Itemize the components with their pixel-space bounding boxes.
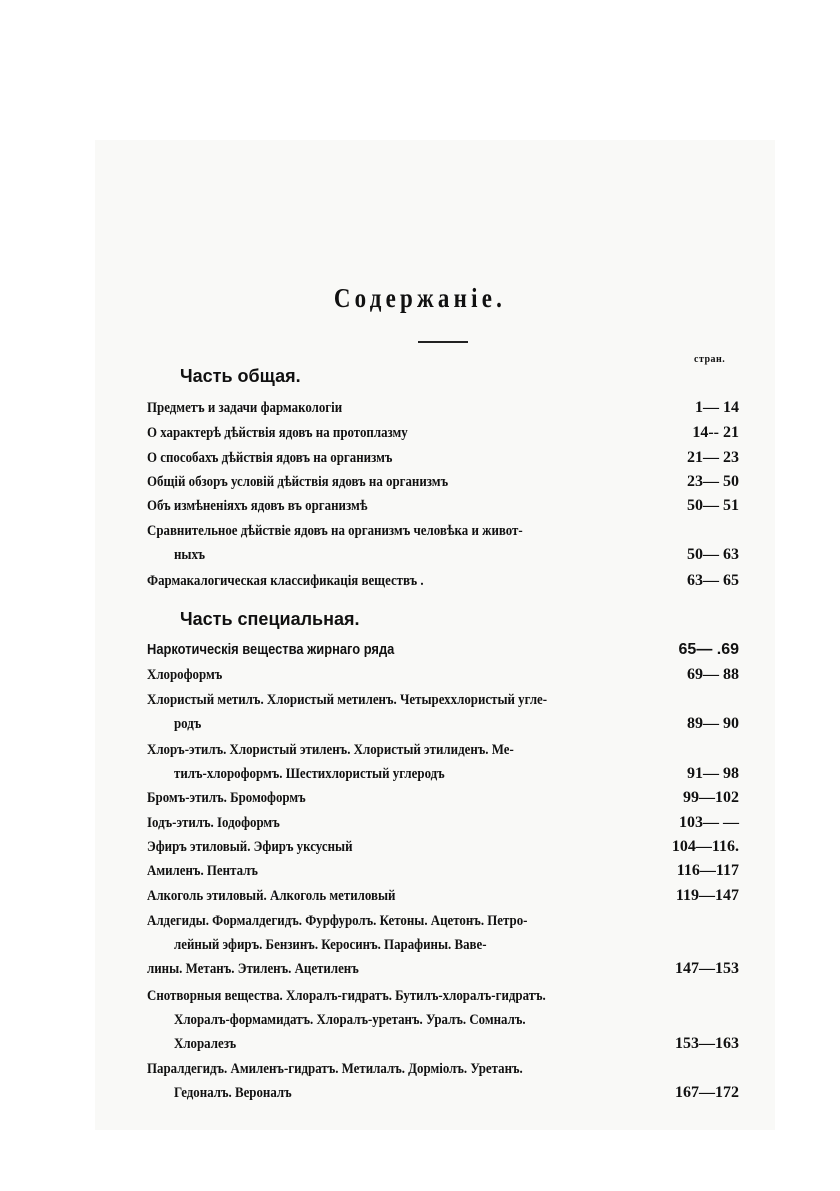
toc-entry[interactable] [147, 984, 743, 1056]
toc-line: Хлоръ-этилъ. Хлористый этиленъ. Хлористый этилиденъ. Ме- [147, 742, 514, 758]
toc-entry[interactable] [147, 494, 743, 518]
toc-line: Эфиръ этиловый. Эфиръ уксусный 104—116. [147, 835, 743, 859]
toc-entry[interactable] [147, 909, 743, 981]
page-range: 50— 51 [687, 497, 739, 514]
toc-line: Хлоралезъ 153—163 [147, 1032, 743, 1056]
toc-line: ныхъ 50— 63 [147, 543, 743, 567]
toc-line: Общій обзоръ условій дѣйствія ядовъ на организмъ 23— 50 [147, 470, 743, 494]
toc-entry[interactable] [147, 638, 743, 662]
page-range: 167—172 [675, 1084, 739, 1101]
page-range: 63— 65 [687, 572, 739, 589]
pages-column-header: стран. [694, 354, 726, 365]
toc-line: лейный эфиръ. Бензинъ. Керосинъ. Парафины. Ваве- [174, 937, 487, 953]
toc-entry[interactable] [147, 835, 743, 859]
toc-entry[interactable] [147, 396, 743, 420]
toc-entry[interactable] [147, 1057, 743, 1105]
toc-entry[interactable] [147, 663, 743, 687]
part-general-heading: Часть общая. [180, 366, 301, 386]
page-range: 50— 63 [687, 546, 739, 563]
toc-entry[interactable] [147, 811, 743, 835]
toc-line: Гедоналъ. Вероналъ 167—172 [147, 1081, 743, 1105]
page-range: 14-- 21 [692, 424, 739, 441]
toc-entry[interactable] [147, 470, 743, 494]
page-range: 103— — [679, 814, 739, 831]
part-special-heading: Часть специальная. [180, 609, 360, 629]
toc-line: тилъ-хлороформъ. Шестихлористый углеродъ 91— 98 [147, 762, 743, 786]
toc-line: Хлористый метилъ. Хлористый метиленъ. Четыреххлористый угле- [147, 692, 548, 708]
toc-entry[interactable] [147, 786, 743, 810]
toc-line: Наркотическія вещества жирнаго ряда 65— .69 [147, 638, 743, 662]
toc-line: Алдегиды. Формалдегидъ. Фурфуролъ. Кетоны. Ацетонъ. Петро- [147, 913, 528, 929]
page-range: 99—102 [683, 789, 739, 806]
title-rule [418, 341, 468, 343]
toc-entry[interactable] [147, 884, 743, 908]
toc-line: Хлороформъ 69— 88 [147, 663, 743, 687]
toc-line: Объ измѣненіяхъ ядовъ въ организмѣ 50— 51 [147, 494, 743, 518]
toc-line: лины. Метанъ. Этиленъ. Ацетиленъ 147—153 [147, 957, 743, 981]
page-range: 1— 14 [695, 399, 739, 416]
toc-line: Бромъ-этилъ. Бромоформъ 99—102 [147, 786, 743, 810]
toc-line: родъ 89— 90 [147, 712, 743, 736]
toc-line: Снотворныя вещества. Хлоралъ-гидратъ. Бутилъ-хлоралъ-гидратъ. [147, 988, 546, 1004]
toc-entry[interactable] [147, 519, 743, 567]
page-range: 153—163 [675, 1035, 739, 1052]
page-range: 91— 98 [687, 765, 739, 782]
toc-entry[interactable] [147, 446, 743, 470]
toc-line: Хлоралъ-формамидатъ. Хлоралъ-уретанъ. Уралъ. Сомналъ. [174, 1012, 526, 1028]
toc-line: О способахъ дѣйствія ядовъ на организмъ 21— 23 [147, 446, 743, 470]
page-title: Содержаніе. [333, 283, 507, 313]
toc-entry[interactable] [147, 859, 743, 883]
toc-entry[interactable] [147, 569, 743, 593]
toc-entry[interactable] [147, 688, 743, 736]
toc-line: Фармакалогическая классификація веществъ . 63— 65 [147, 569, 743, 593]
page-range: 119—147 [675, 887, 739, 904]
page-range: 23— 50 [687, 473, 739, 490]
toc-entry[interactable] [147, 738, 743, 786]
toc-line: О характерѣ дѣйствія ядовъ на протоплазму 14-- 21 [147, 421, 743, 445]
toc-line: Амиленъ. Пенталъ 116—117 [147, 859, 743, 883]
toc-line: Сравнительное дѣйствіе ядовъ на организмъ человѣка и живот- [147, 523, 523, 539]
page-range: 104—116. [671, 838, 739, 855]
toc-line: Предметъ и задачи фармакологіи 1— 14 [147, 396, 743, 420]
toc-entry[interactable] [147, 421, 743, 445]
page-range: 89— 90 [687, 715, 739, 732]
page-range: 69— 88 [687, 666, 739, 683]
toc-line: Паралдегидъ. Амиленъ-гидратъ. Метилалъ. Дорміолъ. Уретанъ. [147, 1061, 523, 1077]
toc-line: Алкоголь этиловый. Алкоголь метиловый 119—147 [147, 884, 743, 908]
page-range: 147—153 [675, 960, 739, 977]
page-range: 65— .69 [678, 641, 739, 658]
page-range: 21— 23 [687, 449, 739, 466]
page-range: 116—117 [676, 862, 739, 879]
toc-line: Іодъ-этилъ. Іодоформъ 103— — [147, 811, 743, 835]
